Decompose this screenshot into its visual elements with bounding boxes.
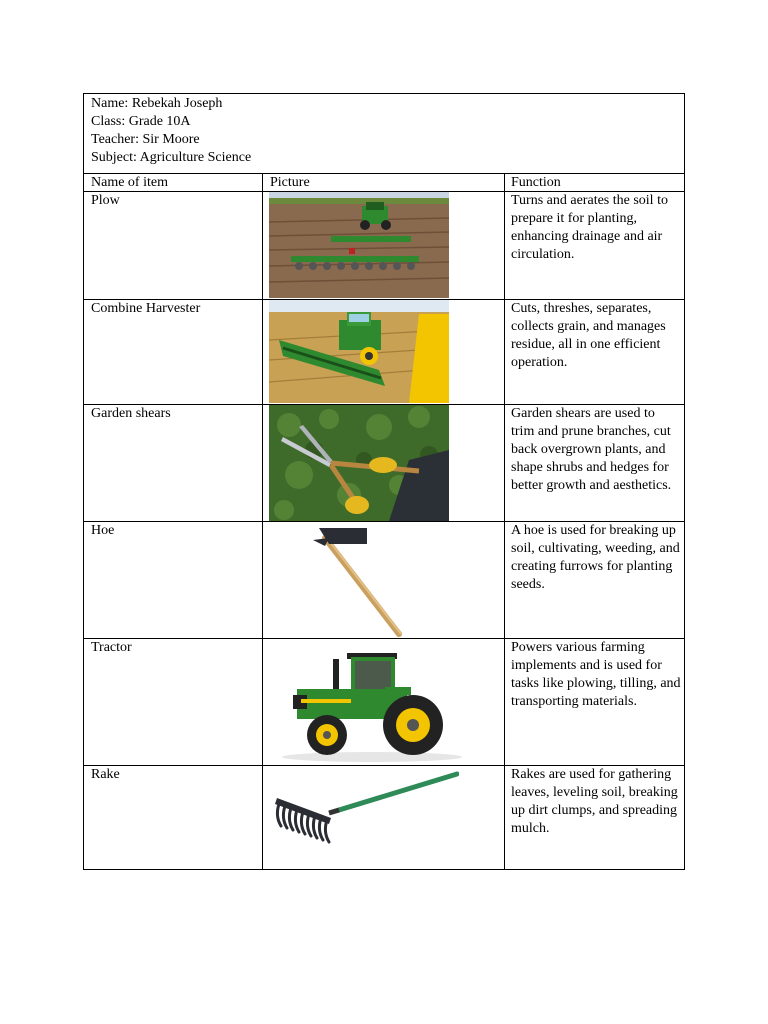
rake-photo: [269, 766, 459, 869]
table-row-tractor-picture: [262, 638, 505, 766]
tractor-photo: [267, 639, 477, 765]
plow-photo: [269, 192, 449, 298]
table-row-tractor-function: Powers various farming implements and is used for tasks like plowing, tilling, and transporting materials.: [504, 638, 685, 766]
table-row-plow-name: Plow: [83, 191, 263, 300]
table-row-plow-picture: [262, 191, 505, 300]
table-row-rake-picture: [262, 765, 505, 870]
hoe-photo: [269, 522, 447, 638]
table-row-garden-shears-function: Garden shears are used to trim and prune branches, cut back overgrown plants, and shape shrubs and hedges for better growth and aesthetics.: [504, 404, 685, 522]
column-header-function: Function: [504, 173, 685, 192]
table-row-hoe-picture: [262, 521, 505, 639]
table-row-rake-function: Rakes are used for gathering leaves, leveling soil, breaking up dirt clumps, and spreading mulch.: [504, 765, 685, 870]
table-row-plow-function: Turns and aerates the soil to prepare it for planting, enhancing drainage and air circulation.: [504, 191, 685, 300]
student-info-header: [83, 93, 685, 174]
combine-harvester-photo: [269, 300, 449, 403]
assignment-document: [83, 93, 685, 870]
table-row-tractor-name: Tractor: [83, 638, 263, 766]
table-row-garden-shears-picture: [262, 404, 505, 522]
table-row-hoe-name: Hoe: [83, 521, 263, 639]
table-row-rake-name: Rake: [83, 765, 263, 870]
table-row-hoe-function: A hoe is used for breaking up soil, cultivating, weeding, and creating furrows for planting seeds.: [504, 521, 685, 639]
table-row-combine-harvester-name: Combine Harvester: [83, 299, 263, 405]
column-header-name: Name of item: [83, 173, 263, 192]
teacher-name: Teacher: Sir Moore: [91, 132, 200, 147]
table-row-combine-harvester-picture: [262, 299, 505, 405]
student-class: Class: Grade 10A: [91, 114, 191, 129]
column-header-picture: Picture: [262, 173, 505, 192]
table-row-garden-shears-name: Garden shears: [83, 404, 263, 522]
table-row-combine-harvester-function: Cuts, threshes, separates, collects grain, and manages residue, all in one efficient operation.: [504, 299, 685, 405]
student-name: Name: Rebekah Joseph: [91, 96, 223, 111]
garden-shears-photo: [269, 405, 449, 521]
subject-name: Subject: Agriculture Science: [91, 150, 252, 165]
